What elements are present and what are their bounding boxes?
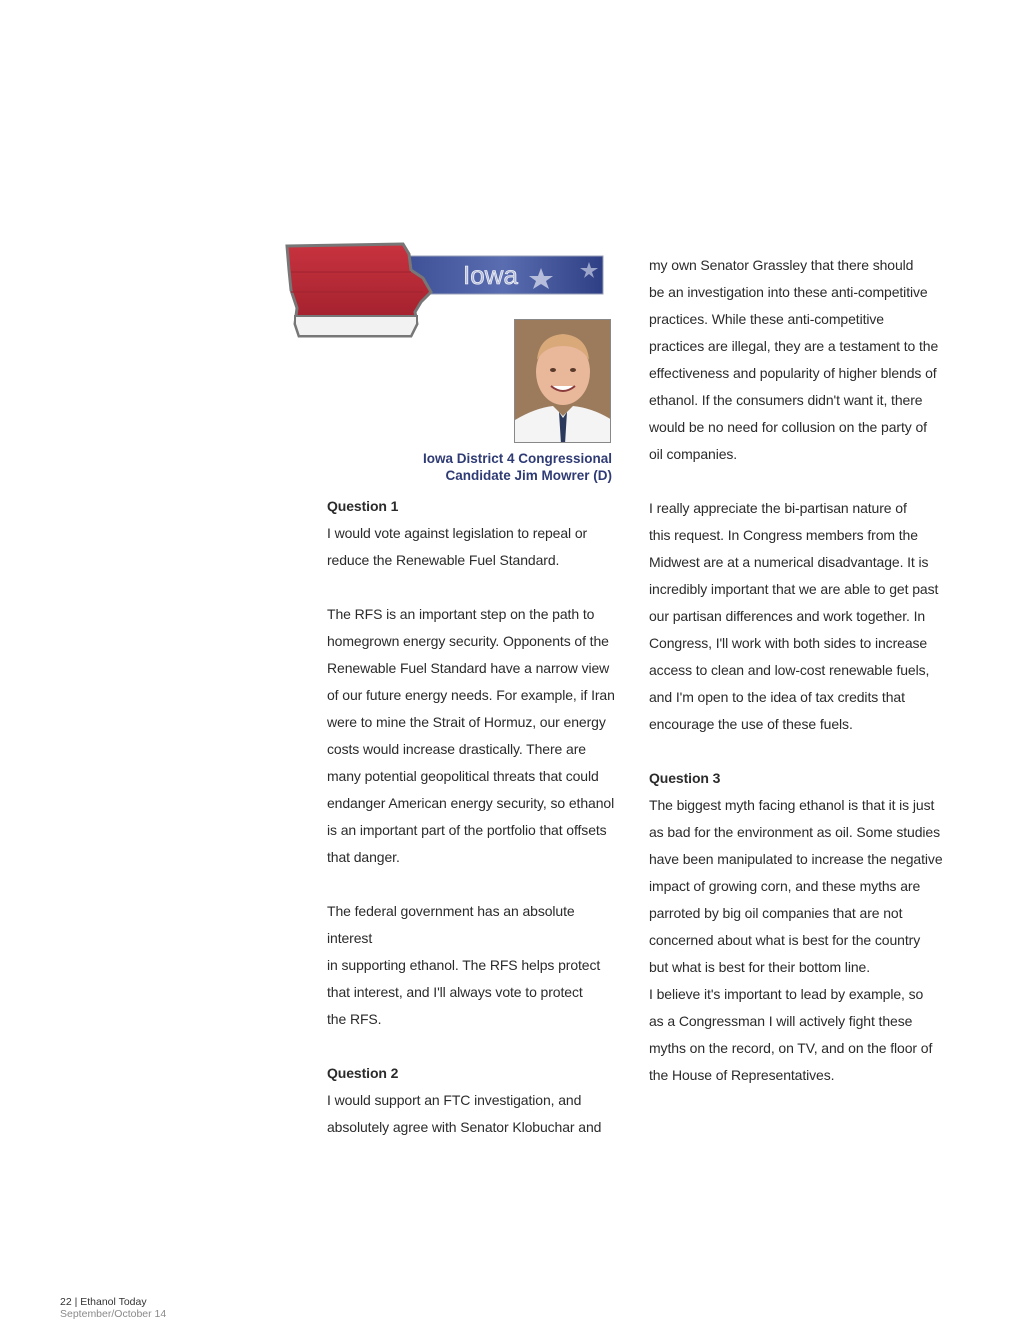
text-line: Midwest are at a numerical disadvantage. It is: [649, 554, 929, 570]
text-line: Congress, I'll work with both sides to increase: [649, 635, 928, 651]
page-footer: [60, 1296, 166, 1320]
right-column: [649, 252, 943, 1089]
text-line: incredibly important that we are able to get past: [649, 581, 939, 597]
text-line: concerned about what is best for the country: [649, 932, 921, 948]
text-line: homegrown energy security. Opponents of the: [327, 633, 609, 649]
left-column: [327, 493, 619, 1141]
text-line: endanger American energy security, so ethanol: [327, 795, 615, 811]
text-line: but what is best for their bottom line.: [649, 959, 870, 975]
page-number-publication: 22 | Ethanol Today: [60, 1296, 147, 1308]
photo-caption: [400, 450, 612, 484]
text-line: oil companies.: [649, 446, 738, 462]
issue-date: September/October 14: [60, 1308, 167, 1320]
text-line: The biggest myth facing ethanol is that it is just: [649, 797, 935, 813]
text-line: the House of Representatives.: [649, 1067, 835, 1083]
text-line: I would support an FTC investigation, and: [327, 1092, 582, 1108]
text-line: the RFS.: [327, 1011, 382, 1027]
text-line: is an important part of the portfolio that offsets: [327, 822, 607, 838]
text-line: Renewable Fuel Standard have a narrow view: [327, 660, 610, 676]
text-line: that danger.: [327, 849, 400, 865]
text-line: effectiveness and popularity of higher blends of: [649, 365, 937, 381]
text-line: would be no need for collusion on the party of: [649, 419, 927, 435]
text-line: were to mine the Strait of Hormuz, our energy: [327, 714, 606, 730]
text-line: encourage the use of these fuels.: [649, 716, 853, 732]
candidate-photo: [514, 319, 611, 443]
question-3-heading: Question 3: [649, 770, 721, 786]
text-line: practices are illegal, they are a testament to the: [649, 338, 939, 354]
text-line: as a Congressman I will actively fight these: [649, 1013, 913, 1029]
text-line: I really appreciate the bi-partisan nature of: [649, 500, 907, 516]
banner-state-label: Iowa: [463, 260, 518, 290]
text-line: as bad for the environment as oil. Some studies: [649, 824, 941, 840]
text-line: impact of growing corn, and these myths are: [649, 878, 921, 894]
text-line: myths on the record, on TV, and on the floor of: [649, 1040, 933, 1056]
text-line: The RFS is an important step on the path to: [327, 606, 595, 622]
text-line: my own Senator Grassley that there should: [649, 257, 914, 273]
text-line: ethanol. If the consumers didn't want it, there: [649, 392, 923, 408]
text-line: The federal government has an absolute interest: [327, 903, 575, 946]
text-line: that interest, and I'll always vote to protect: [327, 984, 583, 1000]
text-line: in supporting ethanol. The RFS helps protect: [327, 957, 601, 973]
question-1-heading: Question 1: [327, 498, 399, 514]
text-line: have been manipulated to increase the negative: [649, 851, 943, 867]
text-line: costs would increase drastically. There are: [327, 741, 586, 757]
text-line: our partisan differences and work together. In: [649, 608, 926, 624]
text-line: this request. In Congress members from the: [649, 527, 918, 543]
text-line: many potential geopolitical threats that could: [327, 768, 599, 784]
text-line: access to clean and low-cost renewable fuels,: [649, 662, 930, 678]
text-line: I would vote against legislation to repeal or: [327, 525, 588, 541]
text-line: I believe it's important to lead by example, so: [649, 986, 924, 1002]
text-line: reduce the Renewable Fuel Standard.: [327, 552, 560, 568]
question-2-heading: Question 2: [327, 1065, 399, 1081]
text-line: parroted by big oil companies that are not: [649, 905, 903, 921]
text-line: be an investigation into these anti-competitive: [649, 284, 928, 300]
text-line: practices. While these anti-competitive: [649, 311, 884, 327]
text-line: of our future energy needs. For example, if Iran: [327, 687, 615, 703]
text-line: and I'm open to the idea of tax credits that: [649, 689, 905, 705]
caption-line-2: Candidate Jim Mowrer (D): [445, 468, 612, 483]
caption-line-1: Iowa District 4 Congressional: [422, 451, 612, 466]
text-line: absolutely agree with Senator Klobuchar and: [327, 1119, 602, 1135]
